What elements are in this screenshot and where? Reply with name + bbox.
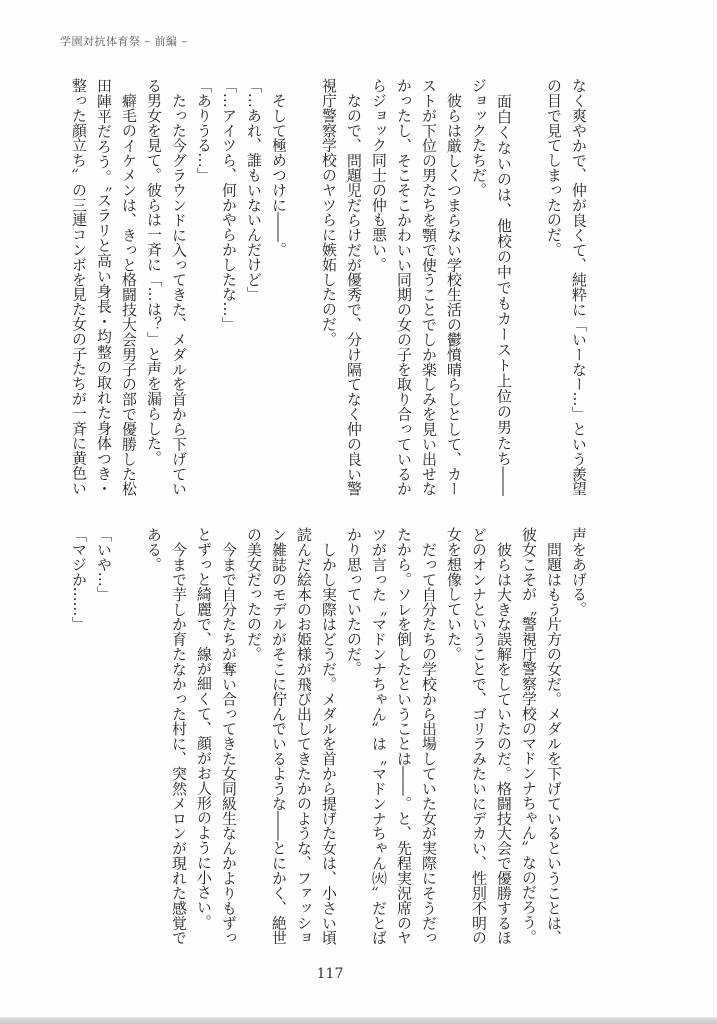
text-column: 彼らは厳しくつまらない学校生活の鬱憤晴らしとして、カー <box>445 78 463 496</box>
text-column: かり思っていたのだ。 <box>345 527 363 676</box>
text-column: 今まで自分たちが奪い合ってきた女同級生なんかよりもずっ <box>220 527 238 945</box>
text-column: 「いや…」 <box>95 527 113 602</box>
viewer-bottom-edge <box>0 1017 717 1024</box>
running-header: 学園対抗体育祭 – 前編 – <box>60 35 188 48</box>
text-column: かったし、そこそこかわいい同期の女の子を取り合っているか <box>395 78 413 496</box>
text-column: ン雑誌のモデルがそこに佇んでいるような――とにかく、絶世 <box>270 527 288 945</box>
text-column: たった今グラウンドに入ってきた、メダルを首から下げてい <box>170 78 188 496</box>
text-column: 「ありうる…」 <box>195 78 213 183</box>
text-column: どのオンナということで、ゴリラみたいにデカい、性別不明の <box>470 527 488 945</box>
text-column: ある。 <box>145 527 163 572</box>
text-column: ジョックたちだ。 <box>470 78 488 198</box>
text-column: なので、問題児だらけだが優秀で、分け隔てなく仲の良い警 <box>345 78 363 496</box>
text-column: 彼らは大きな誤解をしていたのだ。格闘技大会で優勝するほ <box>495 527 513 945</box>
text-column: だって自分たちの学校から出場していた女が実際にそうだっ <box>420 527 438 945</box>
text-column: る男女を見て。彼らは一斉に「…は？」と声を漏らした。 <box>145 78 163 466</box>
text-column: 「…アイツら、何かやらかしたな…」 <box>220 78 238 332</box>
text-column: 声をあげる。 <box>570 527 588 617</box>
text-column: とずっと綺麗で、線が細くて、顔がお人形のように小さい。 <box>195 527 213 930</box>
text-column: の目で見てしまったのだ。 <box>545 78 563 257</box>
text-column: 今まで芋しか育たなかった村に、突然メロンが現れた感覚で <box>170 527 188 945</box>
text-column: そして極めつけに――。 <box>270 78 288 257</box>
text-column: 視庁警察学校のヤツらに嫉妬したのだ。 <box>320 78 338 347</box>
text-column: なく爽やかで、仲が良くて、純粋に「いーなー…」という羨望 <box>570 78 588 496</box>
text-column: らジョック同士の仲も悪い。 <box>370 78 388 272</box>
text-column: 癖毛のイケメンは、きっと格闘技大会男子の部で優勝した松 <box>120 78 138 496</box>
text-column: 田陣平だろう。〝スラリと高い身長・均整の取れた身体つき・ <box>95 78 113 496</box>
text-column: 「…あれ、誰もいないんだけど」 <box>245 78 263 302</box>
text-column: 「マジか……」 <box>70 527 88 632</box>
text-column: 問題はもう片方の女だ。メダルを下げているということは、 <box>545 527 563 945</box>
text-column: 女を想像していた。 <box>445 527 463 662</box>
text-column: 整った顔立ち〟の三連コンボを見た女の子たちが一斉に黄色い <box>70 78 88 496</box>
page-edge <box>713 0 714 1018</box>
text-column: しかし実際はどうだ。メダルを首から提げた女は、小さい頃 <box>320 527 338 945</box>
text-column: ストが下位の男たちを顎で使うことでしか楽しみを見い出せな <box>420 78 438 496</box>
text-column: ツが言った〝マドンナちゃん〟は〝マドンナちゃん㈫〟だとば <box>370 527 388 945</box>
text-column: 彼女こそが〝警視庁警察学校のマドンナちゃん〟なのだろう。 <box>520 527 538 945</box>
page-number: 117 <box>316 966 344 982</box>
text-column: の美女だったのだ。 <box>245 527 263 662</box>
text-column: 読んだ絵本のお姫様が飛び出してきたかのような、ファッショ <box>295 527 313 945</box>
text-column: たから。ソレを倒したということは――。と、先程実況席のヤ <box>395 527 413 945</box>
text-column: 面白くないのは、他校の中でもカースト上位の男たち―― <box>495 78 513 496</box>
